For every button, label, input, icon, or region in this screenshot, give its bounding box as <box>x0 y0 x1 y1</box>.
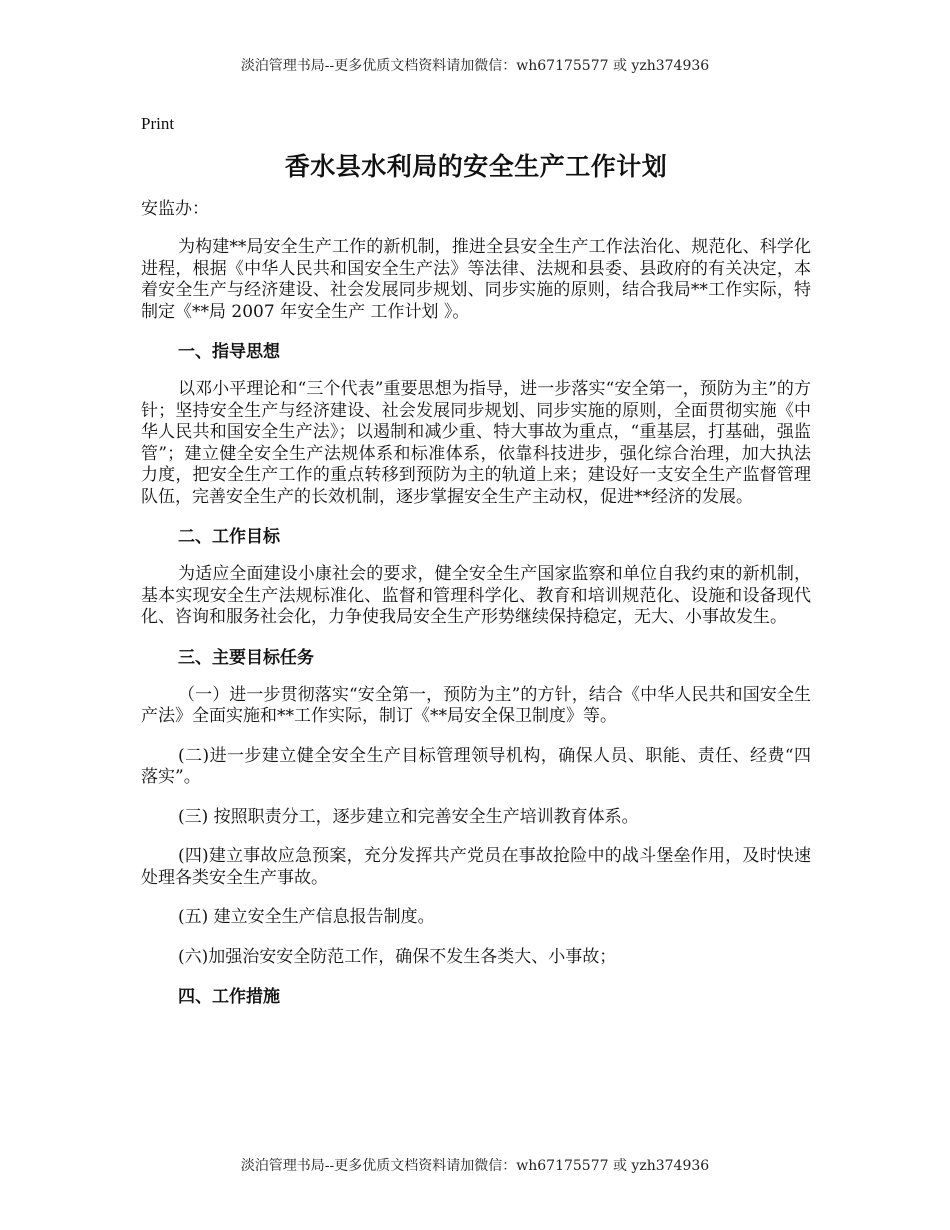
section-heading-guiding-ideology: 一、指导思想 <box>178 342 280 362</box>
intro-paragraph: 为构建**局安全生产工作的新机制，推进全县安全生产工作法治化、规范化、科学化进程，根据《中华人民共和国安全生产法》等法律、法规和县委、县政府的有关决定，本着安全生产与经济建设、社会发展同步规划、同步实施的原则，结合我局**工作实际，特制定《**局 2007 年安全生产 工作计划 》。 <box>141 237 811 322</box>
work-goals-paragraph: 为适应全面建设小康社会的要求，健全安全生产国家监察和单位自我约束的新机制，基本实现安全生产法规标准化、监督和管理科学化、教育和培训规范化、设施和设备现代化、咨询和服务社会化，力争使我局安全生产形势继续保持稳定，无大、小事故发生。 <box>141 564 811 627</box>
print-label: Print <box>141 114 175 133</box>
task-item: (四)建立事故应急预案，充分发挥共产党员在事故抢险中的战斗堡垒作用，及时快速处理各类安全生产事故。 <box>141 846 811 888</box>
section-heading-work-goals: 二、工作目标 <box>178 527 280 547</box>
salutation: 安监办： <box>141 199 209 219</box>
task-item: (六)加强治安安全防范工作，确保不发生各类大、小事故； <box>178 946 617 967</box>
page-footer: 淡泊管理书局--更多优质文档资料请加微信：wh67175577 或 yzh374936 <box>240 1158 710 1174</box>
page-header: 淡泊管理书局--更多优质文档资料请加微信：wh67175577 或 yzh374936 <box>240 58 710 74</box>
task-item: （一）进一步贯彻落实“安全第一，预防为主”的方针，结合《中华人民共和国安全生产法》全面实施和**工作实际，制订《**局安全保卫制度》等。 <box>141 684 811 726</box>
section-heading-work-measures: 四、工作措施 <box>178 987 280 1007</box>
document-title: 香水县水利局的安全生产工作计划 <box>284 152 668 181</box>
task-item: (二)进一步建立健全安全生产目标管理领导机构，确保人员、职能、责任、经费“四落实”。 <box>141 745 811 787</box>
task-item: (五) 建立安全生产信息报告制度。 <box>178 907 435 927</box>
section-heading-main-tasks: 三、主要目标任务 <box>178 647 314 668</box>
document-body <box>141 113 811 1024</box>
guiding-ideology-paragraph: 以邓小平理论和“三个代表”重要思想为指导，进一步落实“安全第一，预防为主”的方针；坚持安全生产与经济建设、社会发展同步规划、同步实施的原则，全面贯彻实施《中华人民共和国安全生产法》；以遏制和减少重、特大事故为重点，“重基层，打基础，强监管”；建立健全安全生产法规体系和标准体系，依靠科技进步，强化综合治理，加大执法力度，把安全生产工作的重点转移到预防为主的轨道上来；建设好一支安全生产监督管理队伍，完善安全生产的长效机制，逐步掌握安全生产主动权，促进**经济的发展。 <box>141 379 811 507</box>
task-item: (三) 按照职责分工，逐步建立和完善安全生产培训教育体系。 <box>178 806 639 827</box>
